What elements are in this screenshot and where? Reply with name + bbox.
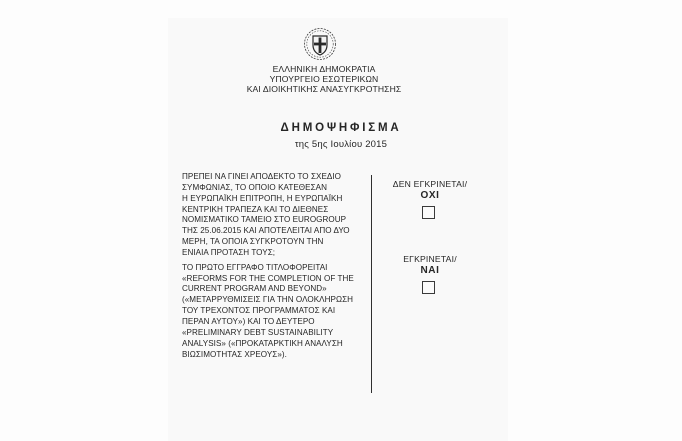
choice-no-label: ΔΕΝ ΕΓΚΡΙΝΕΤΑΙ/ bbox=[392, 179, 468, 189]
vote-no-checkbox[interactable] bbox=[422, 206, 435, 219]
question-line: ΕΝΙΑΙΑ ΠΡΟΤΑΣΗ ΤΟΥΣ; bbox=[182, 247, 276, 257]
question-line: «PRELIMINARY DEBT SUSTAINABILITY bbox=[182, 327, 334, 337]
question-line: «REFORMS FOR THE COMPLETION OF THE bbox=[182, 273, 354, 283]
ballot-date: της 5ης Ιουλίου 2015 bbox=[294, 139, 388, 150]
question-line: ΤΗΣ 25.06.2015 ΚΑΙ ΑΠΟΤΕΛΕΙΤΑΙ ΑΠΟ ΔΥΟ bbox=[182, 226, 350, 236]
question-line: ANALYSIS» («ΠΡΟΚΑΤΑΡΚΤΙΚΗ ΑΝΑΛΥΣΗ bbox=[182, 338, 343, 348]
header-line-republic: ΕΛΛΗΝΙΚΗ ΔΗΜΟΚΡΑΤΙΑ bbox=[272, 64, 376, 74]
header-line-ministry: ΥΠΟΥΡΓΕΙΟ ΕΣΩΤΕΡΙΚΩΝ bbox=[269, 74, 379, 84]
referendum-question bbox=[182, 172, 370, 360]
question-line: ΤΟΥ ΤΡΕΧΟΝΤΟΣ ΠΡΟΓΡΑΜΜΑΤΟΣ ΚΑΙ bbox=[182, 306, 336, 316]
question-line: ΣΥΜΦΩΝΙΑΣ, ΤΟ ΟΠΟΙΟ ΚΑΤΕΘΕΣΑΝ bbox=[182, 182, 327, 192]
question-line: ΠΡΕΠΕΙ ΝΑ ΓΙΝΕΙ ΑΠΟΔΕΚΤΟ ΤΟ ΣΧΕΔΙΟ bbox=[182, 172, 341, 181]
question-line: ΠΕΡΑΝ ΑΥΤΟΥ») ΚΑΙ ΤΟ ΔΕΥΤΕΡΟ bbox=[182, 316, 315, 326]
choice-yes-label: ΕΓΚΡΙΝΕΤΑΙ/ bbox=[403, 254, 457, 264]
vote-yes-checkbox[interactable] bbox=[422, 281, 435, 294]
question-line: CURRENT PROGRAM AND BEYOND» bbox=[182, 284, 327, 294]
question-line: ΜΕΡΗ, ΤΑ ΟΠΟΙΑ ΣΥΓΚΡΟΤΟΥΝ ΤΗΝ bbox=[182, 237, 324, 247]
question-line: («ΜΕΤΑΡΡΥΘΜΙΣΕΙΣ ΓΙΑ ΤΗΝ ΟΛΟΚΛΗΡΩΣΗ bbox=[182, 295, 354, 305]
question-line: ΚΕΝΤΡΙΚΗ ΤΡΑΠΕΖΑ ΚΑΙ ΤΟ ΔΙΕΘΝΕΣ bbox=[182, 204, 329, 214]
ballot-title: ΔΗΜΟΨΗΦΙΣΜΑ bbox=[280, 122, 402, 134]
question-line: ΤΟ ΠΡΩΤΟ ΕΓΓΡΑΦΟ ΤΙΤΛΟΦΟΡΕΙΤΑΙ bbox=[182, 262, 328, 272]
greek-coat-of-arms-icon bbox=[303, 27, 337, 61]
column-divider bbox=[371, 175, 372, 393]
choice-yes-word: ΝΑΙ bbox=[420, 265, 440, 276]
question-line: ΒΙΩΣΙΜΟΤΗΤΑΣ ΧΡΕΟΥΣ»). bbox=[182, 349, 287, 359]
question-line: ΝΟΜΙΣΜΑΤΙΚΟ ΤΑΜΕΙΟ ΣΤΟ EUROGROUP bbox=[182, 215, 347, 225]
question-line: Η ΕΥΡΩΠΑΪΚΗ ΕΠΙΤΡΟΠΗ, Η ΕΥΡΩΠΑΪΚΗ bbox=[182, 193, 343, 203]
header-line-administration: ΚΑΙ ΔΙΟΙΚΗΤΙΚΗΣ ΑΝΑΣΥΓΚΡΟΤΗΣΗΣ bbox=[246, 84, 402, 94]
choice-no-word: ΟΧΙ bbox=[420, 190, 440, 201]
